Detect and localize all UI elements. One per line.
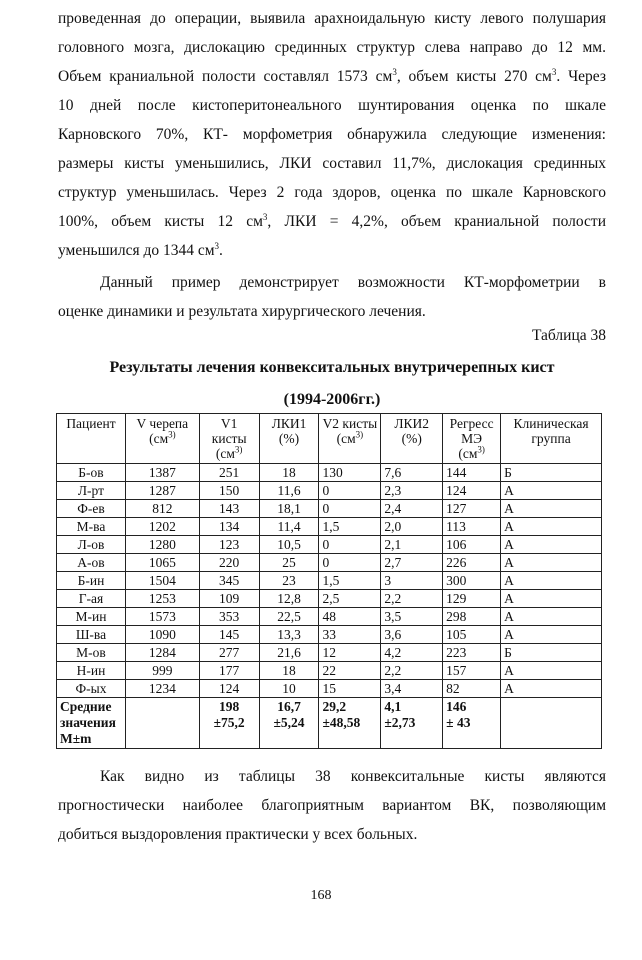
table-cell: 251 bbox=[199, 464, 259, 482]
text-line: 10 дней после кистоперитонеального шунтирования оценка по шкале bbox=[58, 97, 606, 114]
table-cell: 1234 bbox=[125, 680, 199, 698]
header-skull-volume: V черепа ($см^{3)}$ bbox=[125, 414, 199, 464]
table-cell: А bbox=[501, 572, 602, 590]
table-row bbox=[57, 572, 602, 590]
table-cell: 2,5 bbox=[319, 590, 381, 608]
table-cell: 300 bbox=[443, 572, 501, 590]
table-cell: Ф-ев bbox=[57, 500, 126, 518]
table-cell: 10 bbox=[259, 680, 319, 698]
table-cell: 999 bbox=[125, 662, 199, 680]
table-cell: 0 bbox=[319, 482, 381, 500]
text-line: добиться выздоровления практически у всех больных. bbox=[58, 826, 418, 843]
table-cell: 1573 bbox=[125, 608, 199, 626]
table-cell: 1253 bbox=[125, 590, 199, 608]
table-cell: 4,2 bbox=[381, 644, 443, 662]
table-cell: 106 bbox=[443, 536, 501, 554]
table-cell: 298 bbox=[443, 608, 501, 626]
table-cell: 105 bbox=[443, 626, 501, 644]
header-patient: Пациент bbox=[57, 414, 126, 464]
table-cell: А bbox=[501, 626, 602, 644]
table-cell: 1202 bbox=[125, 518, 199, 536]
table-cell: 150 bbox=[199, 482, 259, 500]
table-cell: 82 bbox=[443, 680, 501, 698]
table-cell: М-ин bbox=[57, 608, 126, 626]
table-cell: 134 bbox=[199, 518, 259, 536]
table-cell: 33 bbox=[319, 626, 381, 644]
footer-cell: 198 ±75,2 bbox=[199, 698, 259, 749]
header-regress: Регресс МЭ ($см^{3)}$ bbox=[443, 414, 501, 464]
table-cell: А bbox=[501, 554, 602, 572]
table-cell: 15 bbox=[319, 680, 381, 698]
table-cell: 12,8 bbox=[259, 590, 319, 608]
table-row bbox=[57, 608, 602, 626]
table-cell: 226 bbox=[443, 554, 501, 572]
table-cell: 48 bbox=[319, 608, 381, 626]
table-cell: 23 bbox=[259, 572, 319, 590]
table-cell: 124 bbox=[199, 680, 259, 698]
table-cell: 144 bbox=[443, 464, 501, 482]
table-cell: 13,3 bbox=[259, 626, 319, 644]
table-cell: Ш-ва bbox=[57, 626, 126, 644]
footer-cell: 16,7 ±5,24 bbox=[259, 698, 319, 749]
table-cell: 25 bbox=[259, 554, 319, 572]
table-cell: 129 bbox=[443, 590, 501, 608]
table-cell: Б-ов bbox=[57, 464, 126, 482]
table-cell: 127 bbox=[443, 500, 501, 518]
table-cell: 2,3 bbox=[381, 482, 443, 500]
table-cell: 124 bbox=[443, 482, 501, 500]
table-row bbox=[57, 500, 602, 518]
table-cell: 0 bbox=[319, 554, 381, 572]
table-cell: 7,6 bbox=[381, 464, 443, 482]
table-cell: 2,4 bbox=[381, 500, 443, 518]
table-title-years: (1994-2006гг.) bbox=[283, 391, 381, 408]
table-cell: 1284 bbox=[125, 644, 199, 662]
footer-label: Средние значения M±m bbox=[57, 698, 126, 749]
table-cell: 22,5 bbox=[259, 608, 319, 626]
table-cell: 21,6 bbox=[259, 644, 319, 662]
footer-cell: 146 ± 43 bbox=[443, 698, 501, 749]
table-row bbox=[57, 590, 602, 608]
text-line: Карновского 70%, КТ- морфометрия обнаружила следующие изменения: bbox=[58, 126, 606, 143]
table-cell: М-ва bbox=[57, 518, 126, 536]
table-cell: 1280 bbox=[125, 536, 199, 554]
table-cell: М-ов bbox=[57, 644, 126, 662]
table-row bbox=[57, 536, 602, 554]
text-line: 100%, объем кисты 12 $см^3$, ЛКИ = 4,2%, объем краниальной полости bbox=[58, 211, 606, 230]
table-cell: А bbox=[501, 590, 602, 608]
table-row bbox=[57, 662, 602, 680]
table-cell: 0 bbox=[319, 500, 381, 518]
text-line: уменьшился до 1344 $см^3$. bbox=[58, 240, 223, 259]
table-cell: 1387 bbox=[125, 464, 199, 482]
table-label: Таблица 38 bbox=[531, 327, 606, 344]
table-cell: 18,1 bbox=[259, 500, 319, 518]
example-summary-paragraph bbox=[58, 268, 606, 326]
text-line: Данный пример демонстрирует возможности КТ-морфометрии в bbox=[100, 274, 606, 291]
table-cell: 3,5 bbox=[381, 608, 443, 626]
table-row bbox=[57, 464, 602, 482]
footer-cell: 29,2 ±48,58 bbox=[319, 698, 381, 749]
table-cell: Л-рт bbox=[57, 482, 126, 500]
table-cell: Л-ов bbox=[57, 536, 126, 554]
table-cell: 1090 bbox=[125, 626, 199, 644]
conclusion-paragraph bbox=[58, 762, 606, 849]
table-cell: А bbox=[501, 536, 602, 554]
table-cell: 1504 bbox=[125, 572, 199, 590]
table-cell: 177 bbox=[199, 662, 259, 680]
text-line: структур уменьшилась. Через 2 года здоров, оценка по шкале Карновского bbox=[58, 184, 606, 201]
table-cell: 2,2 bbox=[381, 662, 443, 680]
table-cell: 1,5 bbox=[319, 572, 381, 590]
table-row bbox=[57, 644, 602, 662]
table-cell: 0 bbox=[319, 536, 381, 554]
footer-cell: 4,1 ±2,73 bbox=[381, 698, 443, 749]
table-cell: 1287 bbox=[125, 482, 199, 500]
table-cell: 223 bbox=[443, 644, 501, 662]
header-cyst-volume-2: V2 кисты ($см^{3)}$ bbox=[319, 414, 381, 464]
table-cell: 2,7 bbox=[381, 554, 443, 572]
table-cell: 2,2 bbox=[381, 590, 443, 608]
table-cell: 3,4 bbox=[381, 680, 443, 698]
table-cell: 22 bbox=[319, 662, 381, 680]
table-title bbox=[58, 352, 606, 416]
table-cell: 145 bbox=[199, 626, 259, 644]
footer-cell bbox=[125, 698, 199, 749]
table-title-line: Результаты лечения конвекситальных внутричерепных кист bbox=[109, 359, 555, 376]
footer-cell bbox=[501, 698, 602, 749]
table-cell: 353 bbox=[199, 608, 259, 626]
page-number: 168 bbox=[310, 888, 332, 903]
table-cell: Б bbox=[501, 644, 602, 662]
table-cell: А-ов bbox=[57, 554, 126, 572]
table-cell: 113 bbox=[443, 518, 501, 536]
table-cell: Н-ин bbox=[57, 662, 126, 680]
table-cell: 3,6 bbox=[381, 626, 443, 644]
table-cell: 2,1 bbox=[381, 536, 443, 554]
table-cell: 10,5 bbox=[259, 536, 319, 554]
table-cell: 220 bbox=[199, 554, 259, 572]
table-cell: А bbox=[501, 662, 602, 680]
table-row bbox=[57, 680, 602, 698]
text-line: размеры кисты уменьшились, ЛКИ составил 11,7%, дислокация срединных bbox=[58, 155, 606, 172]
table-cell: 18 bbox=[259, 662, 319, 680]
table-cell: 18 bbox=[259, 464, 319, 482]
table-cell: 1,5 bbox=[319, 518, 381, 536]
table-cell: 143 bbox=[199, 500, 259, 518]
table-cell: Б-ин bbox=[57, 572, 126, 590]
table-cell: 11,6 bbox=[259, 482, 319, 500]
text-line: Объем краниальной полости составлял 1573 $см^3$, объем кисты 270 $см^3$. Через bbox=[58, 66, 606, 85]
case-description-paragraph bbox=[58, 4, 606, 265]
header-clinical-group: Клиническая группа bbox=[501, 414, 602, 464]
table-cell: 345 bbox=[199, 572, 259, 590]
table-cell: 1065 bbox=[125, 554, 199, 572]
header-lki-1: ЛКИ1 (%) bbox=[259, 414, 319, 464]
table-body bbox=[57, 464, 602, 749]
table-cell: 157 bbox=[443, 662, 501, 680]
table-cell: 277 bbox=[199, 644, 259, 662]
table-cell: Ф-ых bbox=[57, 680, 126, 698]
text-line: проведенная до операции, выявила арахноидальную кисту левого полушария bbox=[58, 10, 606, 27]
table-cell: А bbox=[501, 680, 602, 698]
table-cell: 130 bbox=[319, 464, 381, 482]
table-cell: 12 bbox=[319, 644, 381, 662]
text-line: прогностически наиболее благоприятным вариантом ВК, позволяющим bbox=[58, 797, 606, 814]
text-line: оценке динамики и результата хирургического лечения. bbox=[58, 303, 426, 320]
header-cyst-volume-1: V1 кисты ($см^{3)}$ bbox=[199, 414, 259, 464]
table-cell: Б bbox=[501, 464, 602, 482]
table-footer-row bbox=[57, 698, 602, 749]
table-cell: А bbox=[501, 500, 602, 518]
table-row bbox=[57, 626, 602, 644]
table-cell: А bbox=[501, 482, 602, 500]
table-cell: 11,4 bbox=[259, 518, 319, 536]
table-row bbox=[57, 554, 602, 572]
table-cell: 3 bbox=[381, 572, 443, 590]
table-cell: 2,0 bbox=[381, 518, 443, 536]
text-line: Как видно из таблицы 38 конвекситальные кисты являются bbox=[100, 768, 606, 785]
table-cell: 123 bbox=[199, 536, 259, 554]
table-cell: 109 bbox=[199, 590, 259, 608]
table-cell: А bbox=[501, 608, 602, 626]
header-lki-2: ЛКИ2 (%) bbox=[381, 414, 443, 464]
text-line: головного мозга, дислокацию срединных структур слева направо до 12 мм. bbox=[58, 39, 606, 56]
table-header-row bbox=[57, 414, 602, 464]
table-cell: 812 bbox=[125, 500, 199, 518]
results-table bbox=[56, 413, 602, 749]
table-row bbox=[57, 482, 602, 500]
table-cell: Г-ая bbox=[57, 590, 126, 608]
table-row bbox=[57, 518, 602, 536]
table-cell: А bbox=[501, 518, 602, 536]
